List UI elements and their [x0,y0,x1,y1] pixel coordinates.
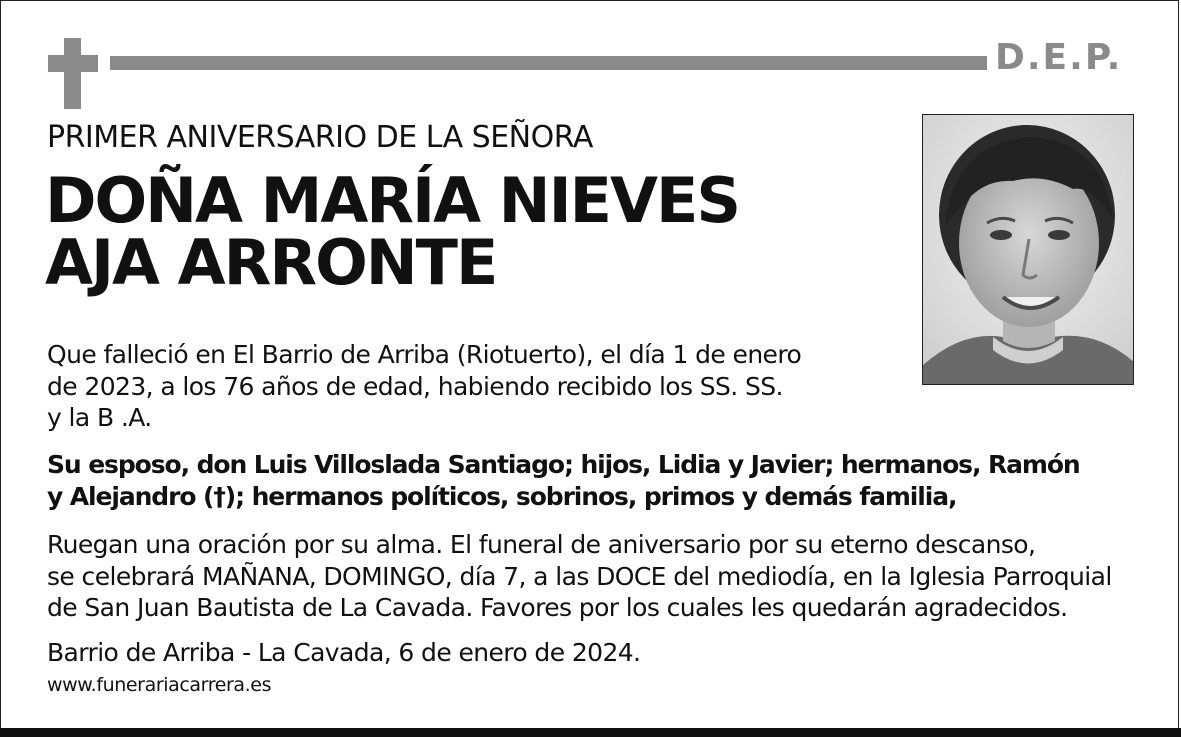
place-date: Barrio de Arriba - La Cavada, 6 de enero de 2024. [47,638,641,667]
request-line: se celebrará MAÑANA, DOMINGO, día 7, a las DOCE del mediodía, en la Iglesia Parroquial [47,561,1112,591]
deceased-name [45,164,739,299]
name-line: AJA ARRONTE [45,226,497,299]
death-line: de 2023, a los 76 años de edad, habiendo recibido los SS. SS. [47,371,783,401]
cross-horizontal [48,55,98,72]
cross-vertical [64,38,81,109]
family-line: Su esposo, don Luis Villoslada Santiago; hijos, Lidia y Javier; hermanos, Ramón [47,450,1080,479]
bottom-rule [0,728,1181,737]
dep-label: D.E.P. [995,37,1123,78]
death-paragraph [47,339,801,434]
portrait-photo [922,114,1134,385]
portrait-image [923,115,1134,385]
death-line: y la B .A. [47,403,152,432]
family-line: y Alejandro (†); hermanos políticos, sobrinos, primos y demás familia, [47,481,957,511]
family-paragraph [47,449,1080,512]
death-line: Que falleció en El Barrio de Arriba (Riotuerto), el día 1 de enero [47,340,802,369]
website-link[interactable]: www.funerariacarrera.es [47,674,272,696]
request-paragraph [47,529,1112,624]
request-line: de San Juan Bautista de La Cavada. Favores por los cuales les quedarán agradecidos. [47,593,1068,622]
header-rule [110,56,987,70]
anniversary-line: PRIMER ANIVERSARIO DE LA SEÑORA [47,120,593,155]
request-line: Ruegan una oración por su alma. El funeral de aniversario por su eterno descanso, [47,530,1036,559]
name-line: DOÑA MARÍA NIEVES [45,164,739,237]
